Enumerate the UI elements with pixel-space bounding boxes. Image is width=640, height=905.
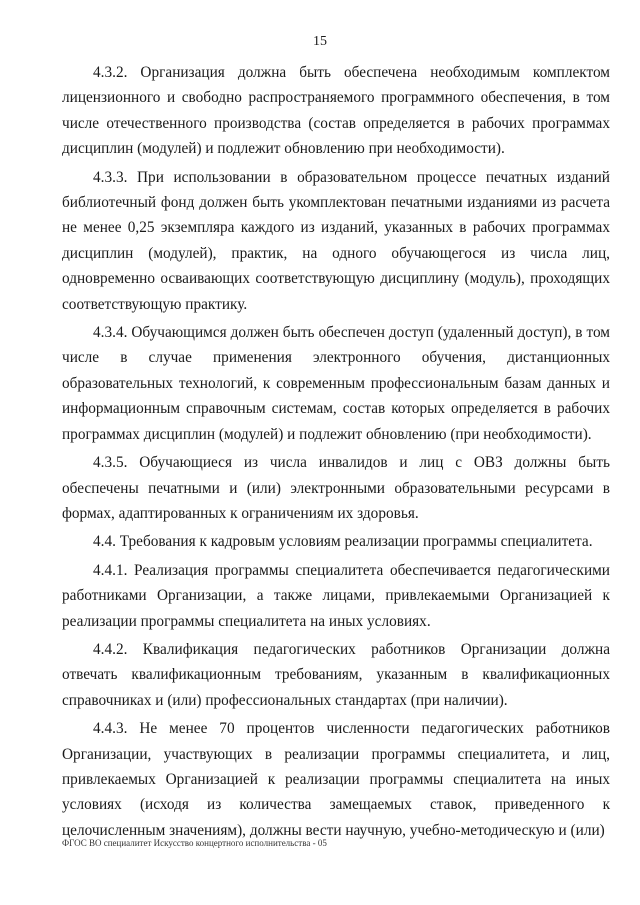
document-body	[62, 60, 610, 846]
paragraph-4-4-1: 4.4.1. Реализация программы специалитета обеспечивается педагогическими работниками Организации, а также лицами, привлекаемыми Организацией к реализации программы специалитета на иных условиях.	[62, 561, 610, 630]
paragraph-4-4-2: 4.4.2. Квалификация педагогических работников Организации должна отвечать квалификационным требованиям, указанным в квалификационных справочниках и (или) профессиональных стандартах (при наличии).	[62, 640, 610, 709]
paragraph-4-4-3: 4.4.3. Не менее 70 процентов численности педагогических работников Организации, участвующих в реализации программы специалитета, и лиц, привлекаемых Организацией к реализации программы специалитета на иных условиях (исходя из количества замещаемых ставок, приведенного к целочисленным значениям), должны вести научную, учебно-методическую и (или)	[62, 720, 610, 839]
paragraph-4-3-2: 4.3.2. Организация должна быть обеспечена необходимым комплектом лицензионного и свободно распространяемого программного обеспечения, в том числе отечественного производства (состав определяется в рабочих программах дисциплин (модулей) и подлежит обновлению при необходимости).	[62, 64, 610, 158]
page-footer: ФГОС ВО специалитет Искусство концертного исполнительства - 05	[62, 838, 327, 848]
paragraph-4-3-5: 4.3.5. Обучающиеся из числа инвалидов и лиц с ОВЗ должны быть обеспечены печатными и (или) электронными образовательными ресурсами в формах, адаптированных к ограничениям их здоровья.	[62, 454, 610, 522]
page-number: 15	[313, 34, 327, 49]
paragraph-4-3-3: 4.3.3. При использовании в образовательном процессе печатных изданий библиотечный фонд должен быть укомплектован печатными изданиями из расчета не менее 0,25 экземпляра каждого из изданий, указанных в рабочих программах дисциплин (модулей), практик, на одного обучающегося из числа лиц, одновременно осваивающих соответствующую дисциплину (модуль), проходящих соответствующую практику.	[62, 168, 610, 313]
paragraph-4-3-4: 4.3.4. Обучающимся должен быть обеспечен доступ (удаленный доступ), в том числе в случае применения электронного обучения, дистанционных образовательных технологий, к современным профессиональным базам данных и информационным справочным системам, состав которых определяется в рабочих программах дисциплин (модулей) и подлежит обновлению (при необходимости).	[62, 324, 610, 443]
paragraph-4-4: 4.4. Требования к кадровым условиям реализации программы специалитета.	[93, 533, 593, 551]
